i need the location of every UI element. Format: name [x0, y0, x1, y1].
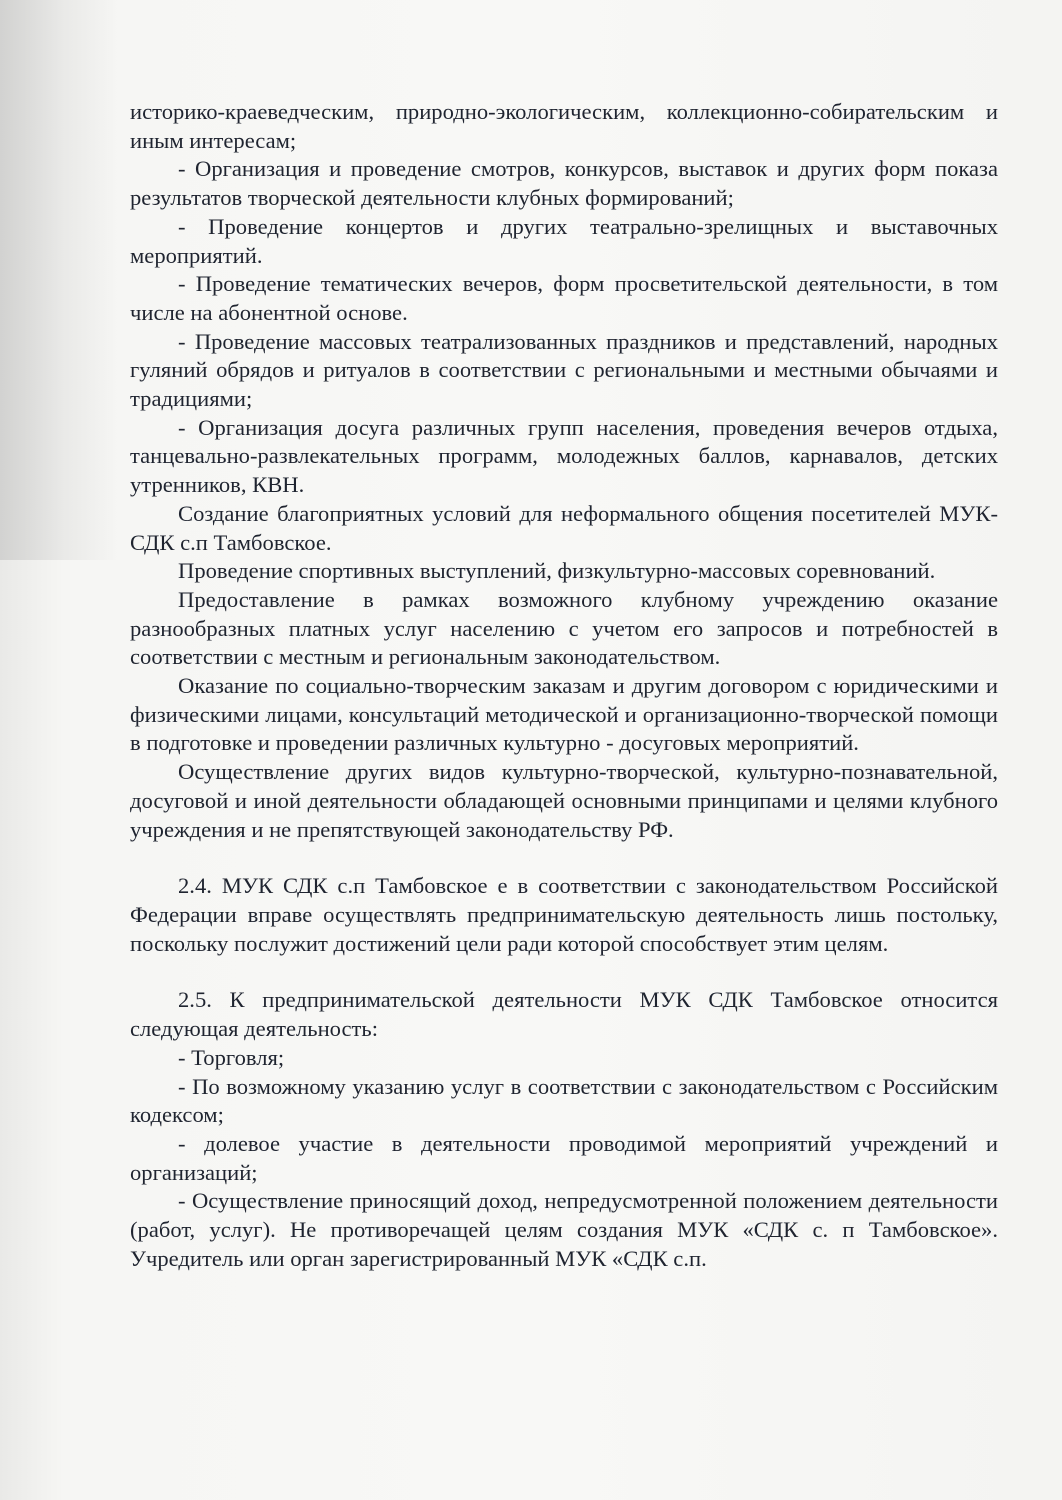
paragraph: - Организация досуга различных групп населения, проведения вечеров отдыха, танцевально-развлекательных программ, молодежных баллов, карнавалов, детских утренников, КВН. — [130, 414, 998, 498]
list-item: - Осуществление приносящий доход, непредусмотренной положением деятельности (работ, услуг). Не противоречащей целям создания МУК «СДК с. п Тамбовское». Учредитель или орган зарегистрированный МУК «СДК с.п. — [130, 1188, 998, 1271]
paragraph: - Проведение массовых театрализованных праздников и представлений, народных гуляний обрядов и ритуалов в соответствии с региональными и местными обычаями и традициями; — [130, 328, 998, 412]
paragraph: Оказание по социально-творческим заказам и другим договором с юридическими и физическими лицами, консультаций методической и организационно-творческой помощи в подготовке и проведении различных культурно - досуговых мероприятий. — [130, 673, 998, 756]
paragraph: - Организация и проведение смотров, конкурсов, выставок и других форм показа результатов творческой деятельности клубных формирований; — [130, 156, 998, 211]
paragraph-gap — [130, 958, 998, 986]
list-item: - По возможному указанию услуг в соответствии с законодательством с Российским кодексом; — [130, 1073, 998, 1128]
document-body — [130, 98, 998, 1273]
paragraph-gap — [130, 844, 998, 872]
paragraph: - Проведение тематических вечеров, форм просветительской деятельности, в том числе на абонентной основе. — [130, 271, 998, 325]
paragraph: историко-краеведческим, природно-экологическим, коллекционно-собирательским и иным интересам; — [130, 99, 998, 153]
section-2-5: 2.5. К предпринимательской деятельности МУК СДК Тамбовское относится следующая деятельность: — [130, 987, 998, 1042]
paragraph: Предоставление в рамках возможного клубному учреждению оказание разнообразных платных услуг населению с учетом его запросов и потребностей в соответствии с местным и региональным законодательством. — [130, 586, 998, 670]
list-item: - долевое участие в деятельности проводимой мероприятий учреждений и организаций; — [130, 1130, 998, 1185]
paragraph: Проведение спортивных выступлений, физкультурно-массовых соревнований. — [178, 558, 936, 584]
list-item: - Торговля; — [178, 1044, 285, 1070]
paragraph: - Проведение концертов и других театрально-зрелищных и выставочных мероприятий. — [130, 213, 998, 268]
paragraph: Осуществление других видов культурно-творческой, культурно-познавательной, досуговой и иной деятельности обладающей основными принципами и целями клубного учреждения и не препятствующей законодательству РФ. — [130, 759, 998, 842]
scan-edge-shadow — [0, 0, 120, 560]
paragraph: Создание благоприятных условий для неформального общения посетителей МУК-СДК с.п Тамбовское. — [130, 500, 998, 555]
section-2-4: 2.4. МУК СДК с.п Тамбовское е в соответствии с законодательством Российской Федерации вправе осуществлять предпринимательскую деятельность лишь постольку, поскольку послужит достижений цели ради которой способствует этим целям. — [130, 873, 998, 956]
